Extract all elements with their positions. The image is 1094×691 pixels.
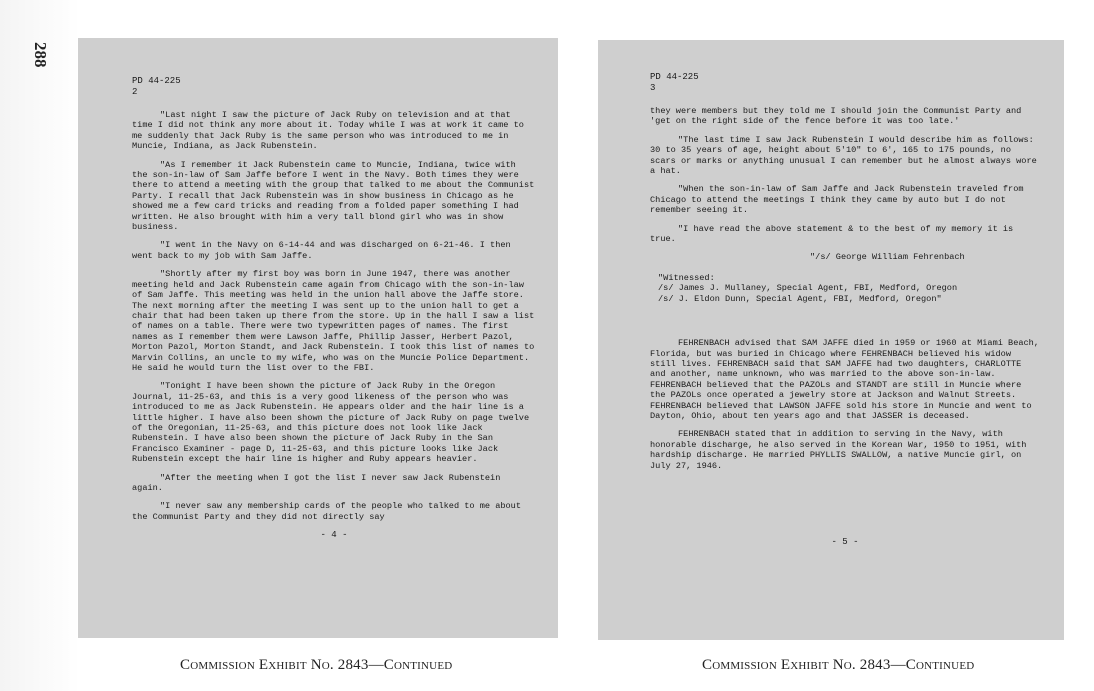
left-paragraph: "After the meeting when I got the list I never saw Jack Rubenstein again. (132, 472, 501, 493)
left-paragraph: "I never saw any membership cards of the people who talked to me about the Communist Party and they did not directly say (132, 501, 521, 522)
right-file-number: PD 44-225 (650, 72, 699, 82)
right-paragraph: FEHRENBACH stated that in addition to serving in the Navy, with honorable discharge, he also served in the Korean War, 1950 to 1951, with hardship discharge. He married PHYLLIS SWALLOW, a native Muncie girl, on July 27, 1946. (650, 429, 1027, 471)
right-paragraph: FEHRENBACH advised that SAM JAFFE died in 1959 or 1960 at Miami Beach, Florida, but was buried in Chicago where FEHRENBACH believed his widow still lives. FEHRENBACH said that SAM JAFFE had two daughters, CHARLOTTE and another, name unknown, who was married to the above son-in-law. FEHRENBACH believed that the PAZOLs and STANDT are still in Muncie where the PAZOLs once operated a jewelry store at Jackson and Walnut Streets. FEHRENBACH believed that LAWSON JAFFE sold his store in Muncie and went to Dayton, Ohio, about ten years ago and that JASSER is deceased. (650, 338, 1039, 421)
left-paragraph: "As I remember it Jack Rubenstein came to Muncie, Indiana, twice with the son-in-law of Sam Jaffe before I went in the Navy. Both times they were there to attend a meeting with the group that talked to me about the Communist Party. I recall that Jack Rubenstein was in show business in Chicago as he showed me a few card tricks and reading from a folded paper something I had written. He also brought with him a very tall blond girl who was in show business. (132, 159, 535, 233)
left-page-header (132, 76, 536, 98)
left-paragraph: "Last night I saw the picture of Jack Ruby on television and at that time I did not think any more about it. Today while I was at work it came to me suddenly that Jack Ruby is the same person who was introduced to me in Muncie, Indiana, as Jack Rubenstein. (132, 110, 524, 152)
right-paragraph: they were members but they told me I should join the Communist Party and 'get on the right side of the fence before it was too late.' (650, 106, 1022, 127)
right-paragraph: "I have read the above statement & to the best of my memory it is true. (650, 223, 1014, 245)
left-page-index: 2 (132, 87, 138, 97)
left-document-page (78, 38, 558, 638)
left-paragraph: "Tonight I have been shown the picture of Jack Ruby in the Oregon Journal, 11-25-63, and this is a very good likeness of the person who was introduced to me as Jack Rubenstein. He appears older and the hair line is a little higher. I have also been shown the picture of Jack Ruby on page twelve of the Oregonian, 11-25-63, and this picture does not look like Jack Rubenstein. I have also been shown the picture of Jack Ruby in the San Francisco Examiner - page D, 11-25-63, and this picture looks like Jack Rubenstein except the hair line is higher and Ruby appears heavier. (132, 381, 530, 465)
signature-line: "/s/ George William Fehrenbach (810, 252, 965, 263)
right-paragraph: "The last time I saw Jack Rubenstein I would describe him as follows: 30 to 35 years of age, height about 5'10" to 6', 165 to 175 pounds, no scars or marks or anything unusual I can remember but he almost always wore a hat. (650, 134, 1037, 177)
left-paragraph: "I went in the Navy on 6-14-44 and was discharged on 6-21-46. I then went back to my job with Sam Jaffe. (132, 240, 511, 261)
right-page-index: 3 (650, 83, 656, 93)
book-page-number: 288 (31, 42, 50, 68)
witness-block: "Witnessed: /s/ James J. Mullaney, Special Agent, FBI, Medford, Oregon /s/ J. Eldon Dunn, Special Agent, FBI, Medford, Oregon" (658, 272, 958, 304)
page-binding-margin (0, 0, 80, 691)
right-page-header (650, 72, 1040, 94)
right-paragraph: "When the son-in-law of Sam Jaffe and Jack Rubenstein traveled from Chicago to attend the meetings I think they came by auto but I do not remember seeing it. (650, 184, 1024, 216)
right-exhibit-caption: Commission Exhibit No. 2843—Continued (702, 657, 975, 673)
left-page-footer: - 4 - (320, 530, 348, 541)
right-document-page (598, 40, 1064, 640)
left-paragraph: "Shortly after my first boy was born in June 1947, there was another meeting held and Jack Rubenstein came again from Chicago with the son-in-law of Sam Jaffe. This meeting was held in the union hall above the Jaffe store. The next morning after the meeting I was sent up to the union hall to get a chair that had been taken up there from the store. Up in the hall I saw a list of names on a table. There were two typewritten pages of names. The first names as I remember them were Lawson Jaffe, Phillip Jasser, Herbert Pazol, Morton Pazol, Morton Standt, and Jack Rubenstein. I took this list of names to Marvin Collins, an uncle to my wife, who was on the Muncie Police Department. He said he would turn the list over to the FBI. (132, 269, 535, 373)
left-exhibit-caption: Commission Exhibit No. 2843—Continued (180, 657, 453, 673)
left-file-number: PD 44-225 (132, 76, 181, 86)
right-page-footer: - 5 - (831, 536, 859, 547)
